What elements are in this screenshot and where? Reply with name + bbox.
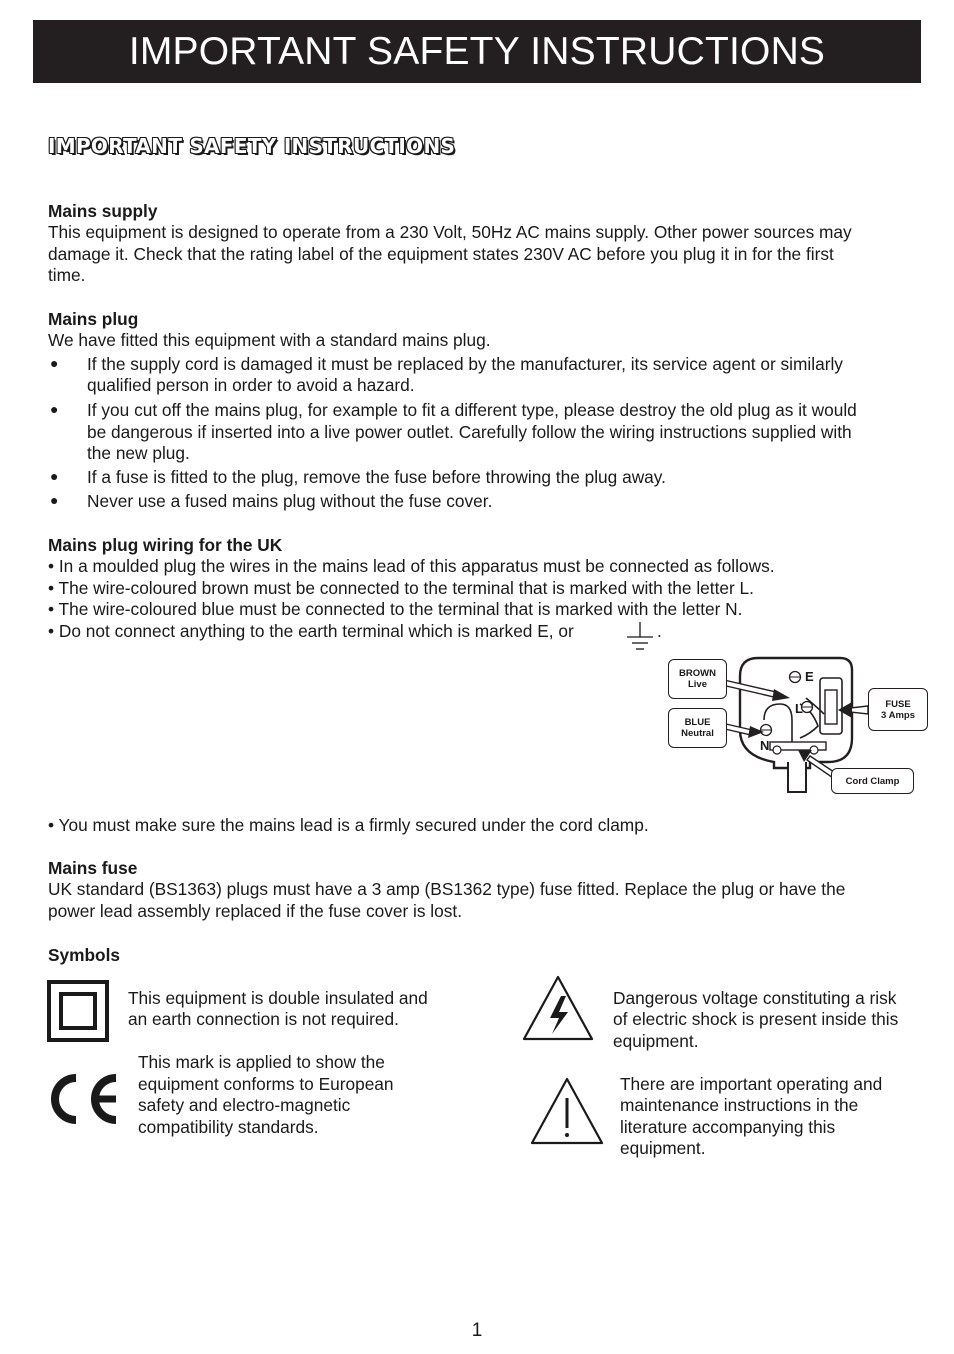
mains-plug-bullet-2-line-3: the new plug.: [87, 443, 190, 463]
mains-plug-bullet-1-line-2: qualified person in order to avoid a hazard.: [87, 375, 415, 395]
ce-mark-line-1: This mark is applied to show the: [138, 1052, 385, 1072]
blue-label-line-2: Neutral: [681, 728, 714, 739]
bullet-dot: ●: [50, 401, 59, 417]
voltage-line-3: equipment.: [613, 1031, 699, 1051]
mains-plug-title: Mains plug: [48, 309, 139, 329]
mains-supply-title: Mains supply: [48, 201, 158, 221]
mains-fuse-line-1: UK standard (BS1363) plugs must have a 3 amp (BS1362 type) fuse fitted. Replace the plug or have the: [48, 879, 846, 899]
brown-label-line-1: BROWN: [679, 668, 716, 679]
mains-plug-bullet-1-line-1: If the supply cord is damaged it must be replaced by the manufacturer, its service agent or similarly: [87, 354, 843, 374]
instructions-line-3: literature accompanying this: [620, 1117, 836, 1137]
mains-plug-bullet-2-line-1: If you cut off the mains plug, for example to fit a different type, please destroy the old plug as it would: [87, 400, 857, 420]
terminal-n-label: N: [760, 738, 770, 753]
instructions-line-1: There are important operating and: [620, 1074, 883, 1094]
mains-supply-line-1: This equipment is designed to operate from a 230 Volt, 50Hz AC mains supply. Other power sources may: [48, 222, 852, 242]
lightning-warning-icon: [522, 974, 594, 1042]
instructions-line-4: equipment.: [620, 1138, 706, 1158]
double-insulated-line-2: an earth connection is not required.: [128, 1009, 399, 1029]
terminal-l-label: L: [795, 701, 803, 716]
fuse-label: [868, 688, 928, 731]
mains-fuse-title: Mains fuse: [48, 858, 138, 878]
voltage-line-1: Dangerous voltage constituting a risk: [613, 988, 897, 1008]
blue-label-line-1: BLUE: [684, 717, 711, 728]
cord-clamp-note: • You must make sure the mains lead is a firmly secured under the cord clamp.: [48, 815, 649, 835]
page-number: 1: [471, 1320, 483, 1341]
wiring-title: Mains plug wiring for the UK: [48, 535, 283, 555]
wiring-bullet-3: • The wire-coloured blue must be connected to the terminal that is marked with the letter N.: [48, 599, 743, 619]
instructions-line-2: maintenance instructions in the: [620, 1095, 859, 1115]
exclamation-warning-icon: [530, 1076, 604, 1146]
mains-plug-intro: We have fitted this equipment with a standard mains plug.: [48, 330, 491, 350]
wiring-bullet-1: • In a moulded plug the wires in the mains lead of this apparatus must be connected as follows.: [48, 556, 775, 576]
section-heading: IMPORTANT SAFETY INSTRUCTIONS: [48, 134, 456, 158]
mains-supply-line-3: time.: [48, 265, 86, 285]
page-banner: IMPORTANT SAFETY INSTRUCTIONS: [33, 20, 921, 83]
bullet-dot: ●: [50, 355, 59, 371]
mains-plug-bullet-2-line-2: be dangerous if inserted into a live power outlet. Carefully follow the wiring instructions supplied with: [87, 422, 852, 442]
blue-neutral-label: [668, 708, 727, 748]
mains-plug-bullet-3: If a fuse is fitted to the plug, remove the fuse before throwing the plug away.: [87, 467, 666, 487]
ce-mark-icon: [48, 1072, 122, 1126]
mains-fuse-line-2: power lead assembly replaced if the fuse cover is lost.: [48, 901, 462, 921]
mains-plug-bullet-4: Never use a fused mains plug without the fuse cover.: [87, 491, 493, 511]
ce-mark-line-4: compatibility standards.: [138, 1117, 319, 1137]
voltage-line-2: of electric shock is present inside this: [613, 1009, 899, 1029]
double-insulated-line-1: This equipment is double insulated and: [128, 988, 428, 1008]
cord-clamp-label: [831, 768, 914, 794]
fuse-label-line-1: FUSE: [885, 698, 911, 710]
cord-clamp-text: Cord Clamp: [845, 775, 900, 787]
symbols-title: Symbols: [48, 945, 121, 965]
earth-icon: [626, 620, 654, 652]
mains-supply-line-2: damage it. Check that the rating label of the equipment states 230V AC before you plug it in for the first: [48, 244, 834, 264]
bullet-dot: ●: [50, 468, 59, 484]
brown-live-label: [668, 659, 727, 699]
wiring-bullet-2: • The wire-coloured brown must be connected to the terminal that is marked with the letter L.: [48, 578, 754, 598]
ce-mark-line-3: safety and electro-magnetic: [138, 1095, 351, 1115]
brown-label-line-2: Live: [687, 679, 707, 690]
bullet-dot: ●: [50, 492, 59, 508]
wiring-bullet-4: • Do not connect anything to the earth terminal which is marked E, or: [48, 621, 574, 641]
wiring-trailing-period: .: [657, 621, 662, 641]
fuse-label-line-2: 3 Amps: [881, 709, 915, 721]
ce-mark-line-2: equipment conforms to European: [138, 1074, 394, 1094]
double-insulated-icon: [47, 980, 109, 1042]
terminal-e-label: E: [805, 669, 814, 684]
